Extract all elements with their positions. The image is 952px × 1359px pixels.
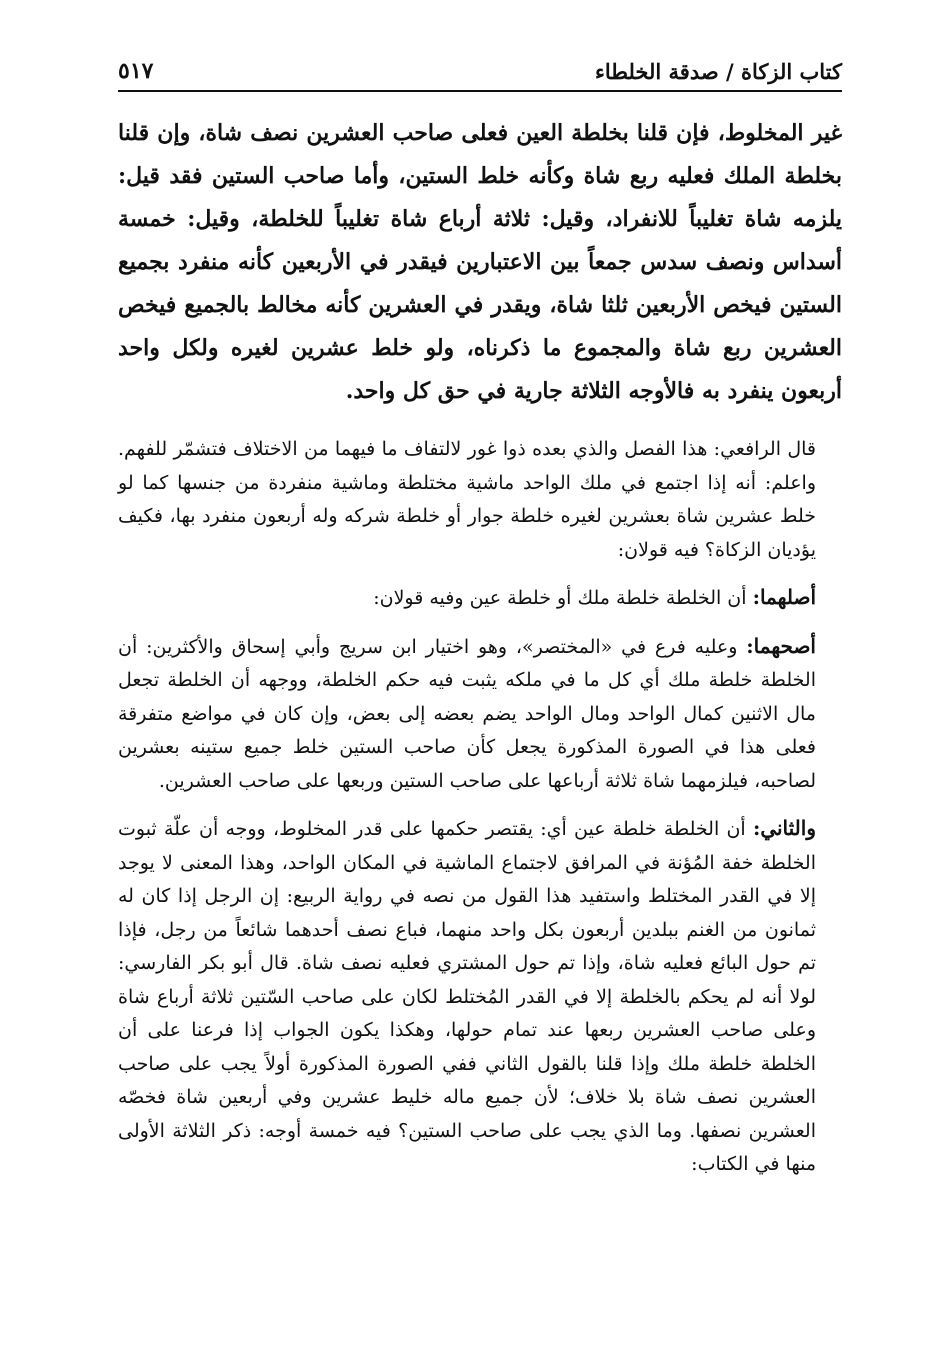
matn-text: [118, 112, 842, 413]
thani-paragraph: [118, 812, 842, 1182]
page-number: ٥١٧: [118, 58, 154, 84]
page-header: [118, 50, 842, 92]
running-head: كتاب الزكاة / صدقة الخلطاء: [594, 59, 842, 84]
thani-lead: والثاني:: [752, 816, 816, 840]
thani-text: أن الخلطة خلطة عين أي: يقتصر حكمها على قدر المخلوط، ووجه أن علّة ثبوت الخلطة خفة المُؤنة في المرافق لاجتماع الماشية في المكان الواحد، وهذا المعنى لا يوجد إلا في القدر المختلط واستفيد هذا القول من نصه في رواية الربيع: إن الرجل إذا كان له ثمانون من الغنم ببلدين أربعون بكل واحد منهما، فباع نصف أحدهما شائعاً من رجل، فإذا تم حول البائع فعليه شاة، وإذا تم حول المشتري فعليه نصف شاة. قال أبو بكر الفارسي: لولا أنه لم يحكم بالخلطة إلا في القدر المُختلط لكان على صاحب السّتين ثلاثة أرباع شاة وعلى صاحب العشرين ربعها عند تمام حولها، وهكذا يكون الجواب إذا فرعنا على أن الخلطة خلطة ملك وإذا قلنا بالقول الثاني ففي الصورة المذكورة أولاً يجب على صاحب العشرين نصف شاة بلا خلاف؛ لأن جميع ماله خليط عشرين وفي أربعين شاة فخصّه العشرين نصفها. وما الذي يجب على صاحب الستين؟ فيه خمسة أوجه: ذكر الثلاثة الأولى منها في الكتاب:: [118, 818, 817, 1175]
asluhuma-lead: أصلهما:: [752, 585, 816, 609]
sharh-commentary: [118, 433, 842, 1182]
page-body: [118, 112, 842, 1196]
ashahhuma-text: وعليه فرع في «المختصر»، وهو اختيار ابن سريج وأبي إسحاق والأكثرين: أن الخلطة خلطة ملك أي كل ما في ملكه يثبت فيه حكم الخلطة، ووجهه أن الخلطة تجعل مال الاثنين كمال الواحد ومال الواحد يضم بعضه إلى بعض، وإن كان في مواضع متفرقة فعلى هذا في الصورة المذكورة يجعل كأن صاحب الستين خلط جميع ستينه بعشرين لصاحبه، فيلزمهما شاة ثلاثة أرباعها على صاحب الستين وربعها على صاحب العشرين.: [118, 635, 816, 792]
sharh-intro-paragraph: قال الرافعي: هذا الفصل والذي بعده ذوا غور لالتفاف ما فيهما من الاختلاف فتشمّر للفهم. واعلم: أنه إذا اجتمع في ملك الواحد ماشية مختلطة وماشية منفردة من جنسها كما لو خلط عشرين شاة بعشرين لغيره خلطة جوار أو خلطة شركه وله أربعون منفرد بها، فكيف يؤديان الزكاة؟ فيه قولان:: [118, 438, 816, 561]
ashahhuma-paragraph: [118, 630, 842, 799]
asluhuma-text: أن الخلطة خلطة ملك أو خلطة عين وفيه قولان:: [373, 587, 747, 609]
asluhuma-paragraph: [118, 581, 842, 616]
matn-paragraph: غير المخلوط، فإن قلنا بخلطة العين فعلى صاحب العشرين نصف شاة، وإن قلنا بخلطة الملك فعليه ربع شاة وكأنه خلط الستين، وأما صاحب الستين فقد قيل: يلزمه شاة تغليباً للانفراد، وقيل: ثلاثة أرباع شاة تغليباً للخلطة، وقيل: خمسة أسداس ونصف سدس جمعاً بين الاعتبارين فيقدر في الأربعين كأنه منفرد بجميع الستين فيخص الأربعين ثلثا شاة، ويقدر في العشرين كأنه مخالط بالجميع فيخص العشرين ربع شاة والمجموع ما ذكرناه، ولو خلط عشرين لغيره ولكل واحد أربعون ينفرد به فالأوجه الثلاثة جارية في حق كل واحد.: [118, 120, 842, 404]
ashahhuma-lead: أصحهما:: [746, 633, 816, 658]
